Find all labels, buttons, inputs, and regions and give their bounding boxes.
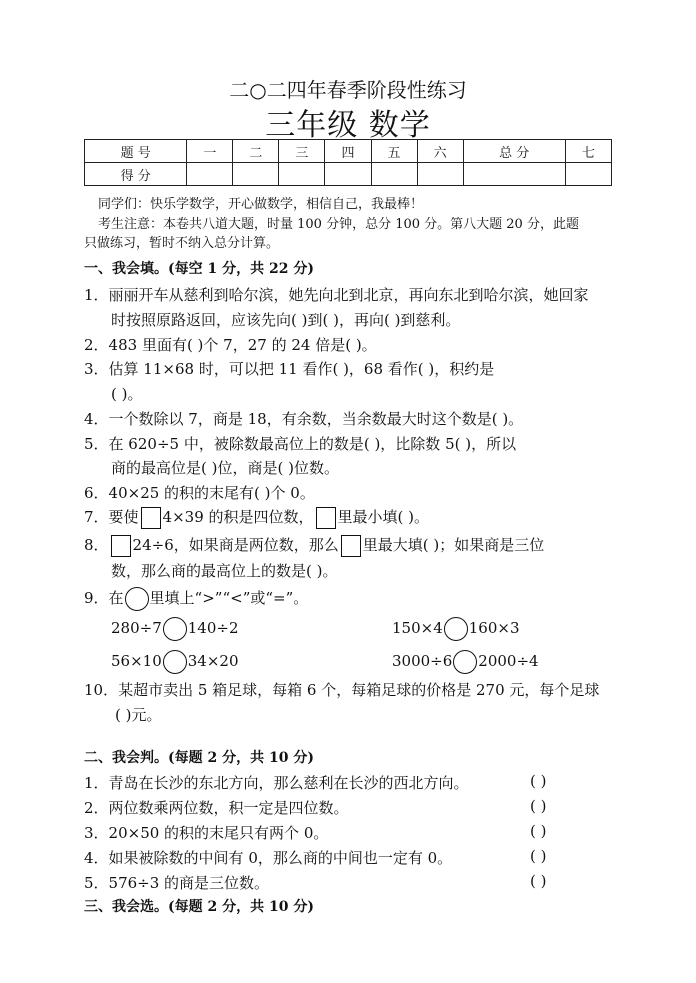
note-line: 同学们：快乐学数学，开心做数学，相信自己，我最棒！ [98,197,424,212]
question-1: 1．丽丽开车从慈利到哈尔滨，她先向北到北京，再向东北到哈尔滨，她回家 [84,286,589,304]
question-4: 4．一个数除以 7，商是 18，有余数，当余数最大时这个数是( )。 [84,410,524,428]
score-input-cell[interactable] [325,163,371,186]
question-10: 10．某超市卖出 5 箱足球，每箱 6 个，每箱足球的价格是 270 元，每个足球 [84,681,600,699]
question-1-cont: 时按照原路返回，应该先向( )到( )，再向( )到慈利。 [111,311,461,329]
judge-item: 4．如果被除数的中间有 0，那么商的中间也一定有 0。 [84,849,453,867]
note-line: 只做练习，暂时不纳入总分计算。 [84,236,280,251]
score-input-cell[interactable] [417,163,463,186]
score-cell: 总 分 [463,140,565,163]
score-cell: 六 [417,140,463,163]
compare-circle[interactable] [444,617,468,641]
compare-circle[interactable] [125,587,149,611]
judge-paren[interactable]: ( ) [530,772,547,790]
answer-box[interactable] [111,535,131,557]
judge-item: 1．青岛在长沙的东北方向，那么慈利在长沙的西北方向。 [84,774,469,792]
score-input-cell[interactable] [565,163,611,186]
score-input-cell[interactable] [187,163,233,186]
compare-item [392,650,539,674]
judge-item: 3．20×50 的积的末尾只有两个 0。 [84,824,329,842]
question-3-cont: ( )。 [111,385,143,403]
compare-item [111,617,239,641]
compare-right: 140÷2 [187,619,239,637]
score-value-row [85,163,612,186]
question-7 [84,506,429,529]
compare-circle[interactable] [453,650,477,674]
compare-item [392,617,520,641]
question-8 [84,534,544,557]
question-9-text: 里填上“>”“<”或“=”。 [149,589,309,607]
question-2: 2．483 里面有( )个 7，27 的 24 倍是( )。 [84,336,377,354]
score-cell: 一 [187,140,233,163]
compare-right: 34×20 [187,652,239,670]
section2-title: 二、我会判。(每题 2 分，共 10 分) [84,750,314,766]
judge-paren[interactable]: ( ) [530,872,547,890]
compare-right: 160×3 [468,619,520,637]
question-7-text: 里最小填( )。 [337,508,429,526]
exam-subtitle: 三年级 数学 [265,108,431,143]
section3-title: 三、我会选。(每题 2 分，共 10 分) [84,899,314,915]
question-8-text: 24÷6，如果商是两位数，那么 [132,536,339,554]
question-8-text: 里最大填( )；如果商是三位 [362,536,545,554]
score-cell: 七 [565,140,611,163]
question-5: 5．在 620÷5 中，被除数最高位上的数是( )，比除数 5( )，所以 [84,435,517,453]
compare-item [111,650,239,674]
score-cell: 题 号 [85,140,187,163]
question-7-text: 4×39 的积是四位数， [162,508,314,526]
judge-paren[interactable]: ( ) [530,822,547,840]
answer-box[interactable] [341,535,361,557]
score-input-cell[interactable] [463,163,565,186]
question-8-cont: 数，那么商的最高位上的数是( )。 [111,562,338,580]
score-cell: 二 [233,140,279,163]
score-header-row [85,140,612,163]
score-table [84,139,612,186]
score-cell: 三 [279,140,325,163]
compare-circle[interactable] [163,650,187,674]
score-input-cell[interactable] [279,163,325,186]
question-5-cont: 商的最高位是( )位，商是( )位数。 [111,459,339,477]
compare-right: 2000÷4 [478,652,539,670]
note-line: 考生注意：本卷共八道大题，时量 100 分钟，总分 100 分。第八大题 20 分，此题 [98,217,579,232]
answer-box[interactable] [316,507,336,529]
compare-left: 280÷7 [111,619,162,637]
score-cell: 得 分 [85,163,187,186]
score-input-cell[interactable] [371,163,417,186]
compare-circle[interactable] [163,617,187,641]
judge-paren[interactable]: ( ) [530,797,547,815]
question-7-text: 7．要使 [84,508,139,526]
section1-title: 一、我会填。(每空 1 分，共 22 分) [84,261,314,277]
judge-item: 5．576÷3 的商是三位数。 [84,874,270,892]
question-10-cont: ( )元。 [115,706,162,724]
score-input-cell[interactable] [233,163,279,186]
compare-left: 56×10 [111,652,162,670]
compare-left: 150×4 [392,619,443,637]
compare-left: 3000÷6 [392,652,453,670]
question-6: 6．40×25 的积的末尾有( )个 0。 [84,484,315,502]
score-cell: 五 [371,140,417,163]
question-8-text: 8． [84,536,109,554]
question-9 [84,587,308,611]
exam-title: 二○二四年春季阶段性练习 [229,78,467,102]
answer-box[interactable] [141,507,161,529]
judge-paren[interactable]: ( ) [530,847,547,865]
question-3: 3．估算 11×68 时，可以把 11 看作( )，68 看作( )，积约是 [84,360,495,378]
score-cell: 四 [325,140,371,163]
judge-item: 2．两位数乘两位数，积一定是四位数。 [84,799,349,817]
question-9-text: 9．在 [84,589,124,607]
